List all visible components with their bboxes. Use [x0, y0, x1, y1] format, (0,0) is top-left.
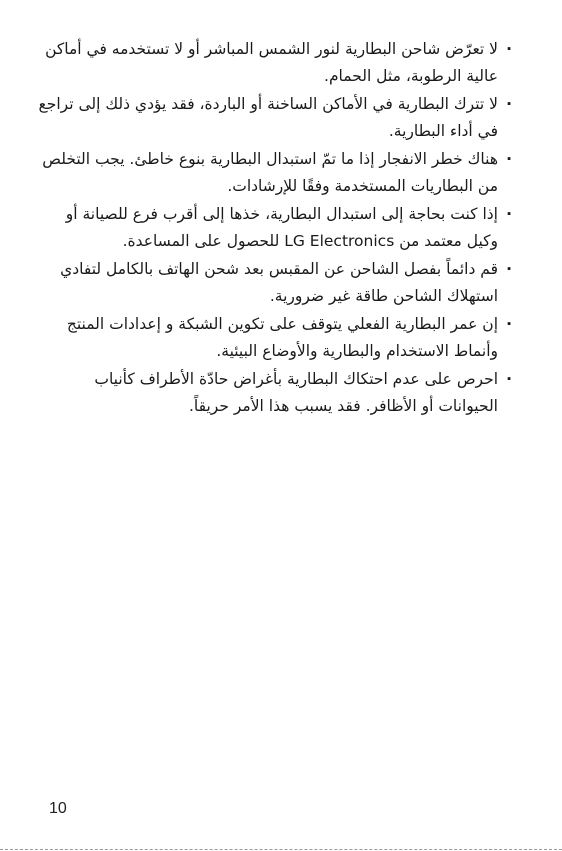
list-item: · هناك خطر الانفجار إذا ما تمّ استبدال البطارية بنوع خاطئ. يجب التخلص من البطاريات المستخدمة وفقًا للإرشادات.: [36, 146, 514, 199]
list-item: · إن عمر البطارية الفعلي يتوقف على تكوين الشبكة و إعدادات المنتج وأنماط الاستخدام والبطارية والأوضاع البيئية.: [36, 311, 514, 364]
page-content: [36, 36, 514, 421]
page-number: 10: [49, 800, 67, 817]
list-item: · لا تعرّض شاحن البطارية لنور الشمس المباشر أو لا تستخدمه في أماكن عالية الرطوبة، مثل الحمام.: [36, 36, 514, 89]
battery-safety-list: [36, 36, 514, 419]
list-item: · إذا كنت بحاجة إلى استبدال البطارية، خذها إلى أقرب فرع للصيانة أو وكيل معتمد من LG Electronics للحصول على المساعدة.: [36, 201, 514, 254]
list-item: · لا تترك البطارية في الأماكن الساخنة أو الباردة، فقد يؤدي ذلك إلى تراجع في أداء البطارية.: [36, 91, 514, 144]
list-item: · قم دائماً بفصل الشاحن عن المقبس بعد شحن الهاتف بالكامل لتفادي استهلاك الشاحن طاقة غير ضرورية.: [36, 256, 514, 309]
list-item: · احرص على عدم احتكاك البطارية بأغراض حادّة الأطراف كأنياب الحيوانات أو الأظافر. فقد يسبب هذا الأمر حريقاً.: [36, 366, 514, 419]
page-bottom-divider: [0, 849, 562, 850]
